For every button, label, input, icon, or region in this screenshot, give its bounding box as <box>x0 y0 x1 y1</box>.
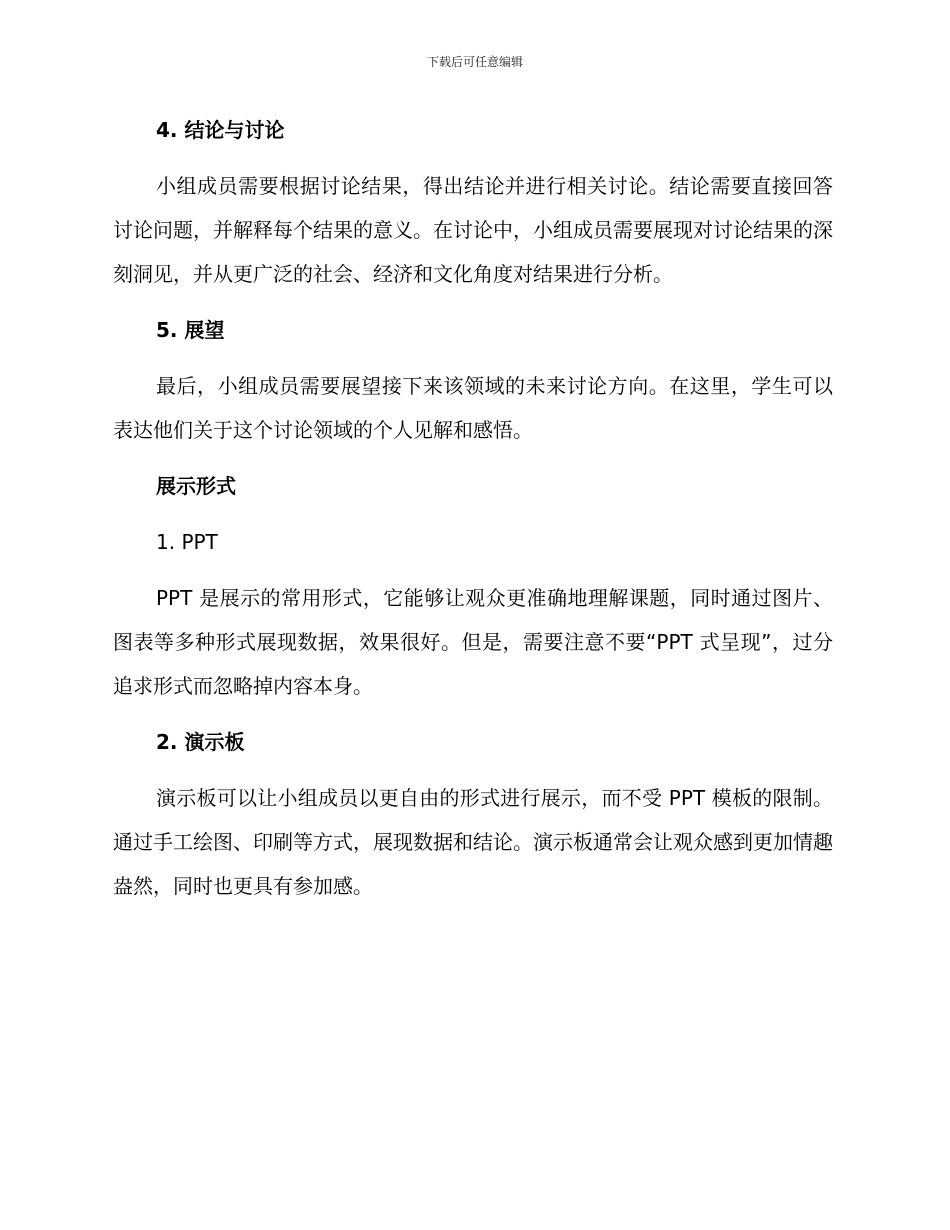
document-body <box>113 108 833 908</box>
paragraph-outlook: 最后，小组成员需要展望接下来该领域的未来讨论方向。在这里，学生可以表达他们关于这个讨论领域的个人见解和感悟。 <box>113 374 833 442</box>
page-header-note: 下载后可任意编辑 <box>426 55 523 69</box>
paragraph-ppt: PPT 是展示的常用形式，它能够让观众更准确地理解课题，同时通过图片、图表等多种形式展现数据，效果很好。但是，需要注意不要“PPT 式呈现”，过分追求形式而忽略掉内容本身。 <box>113 586 833 698</box>
section-heading-outlook: 5. 展望 <box>156 318 225 342</box>
paragraph-conclusion: 小组成员需要根据讨论结果，得出结论并进行相关讨论。结论需要直接回答讨论问题，并解释每个结果的意义。在讨论中，小组成员需要展现对讨论结果的深刻洞见，并从更广泛的社会、经济和文化角度对结果进行分析。 <box>113 174 833 286</box>
section-heading-board: 2. 演示板 <box>156 730 245 754</box>
section-heading-conclusion: 4. 结论与讨论 <box>156 118 285 142</box>
section-heading-presentation: 展示形式 <box>156 474 236 498</box>
section-heading-ppt: 1. PPT <box>156 530 218 554</box>
paragraph-board: 演示板可以让小组成员以更自由的形式进行展示，而不受 PPT 模板的限制。通过手工绘图、印刷等方式，展现数据和结论。演示板通常会让观众感到更加情趣盎然，同时也更具有参加感。 <box>113 786 833 898</box>
